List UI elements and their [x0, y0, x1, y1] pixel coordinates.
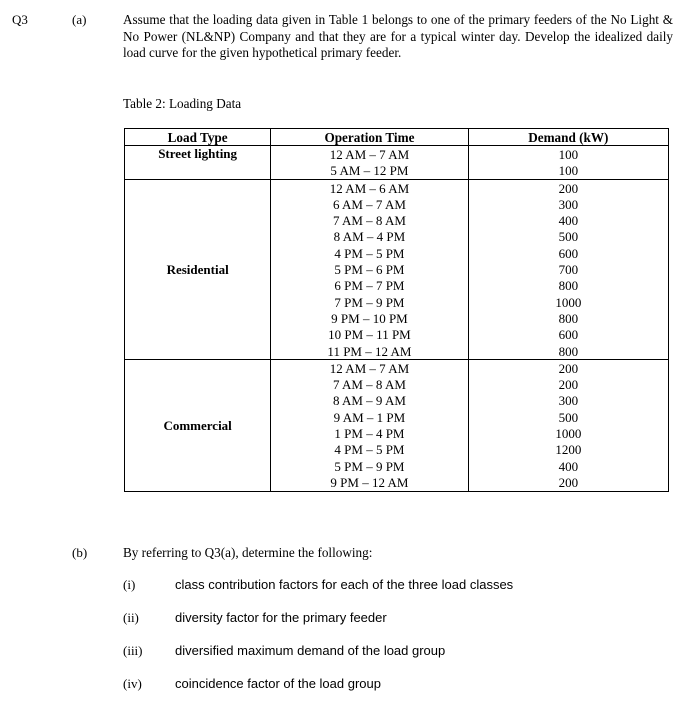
- demand-cell: 400: [468, 458, 668, 474]
- demand-cell: 800: [468, 343, 668, 360]
- item-number: (ii): [123, 610, 139, 625]
- demand-cell: 1200: [468, 442, 668, 458]
- operation-time-cell: 12 AM – 7 AM: [271, 146, 468, 163]
- operation-time-cell: 5 PM – 6 PM: [271, 261, 468, 277]
- operation-time-cell: 6 AM – 7 AM: [271, 196, 468, 212]
- demand-cell: 100: [468, 163, 668, 180]
- load-type-cell: Commercial: [125, 360, 271, 491]
- demand-cell: 200: [468, 376, 668, 392]
- demand-cell: 500: [468, 229, 668, 245]
- operation-time-cell: 7 AM – 8 AM: [271, 376, 468, 392]
- table-caption: Table 2: Loading Data: [123, 96, 242, 111]
- demand-cell: 100: [468, 146, 668, 163]
- demand-cell: 600: [468, 245, 668, 261]
- demand-cell: 700: [468, 261, 668, 277]
- operation-time-cell: 6 PM – 7 PM: [271, 278, 468, 294]
- load-type-cell: Street lighting: [125, 146, 271, 180]
- operation-time-cell: 10 PM – 11 PM: [271, 327, 468, 343]
- demand-cell: 200: [468, 179, 668, 196]
- demand-cell: 500: [468, 409, 668, 425]
- demand-cell: 800: [468, 310, 668, 326]
- operation-time-cell: 9 PM – 10 PM: [271, 310, 468, 326]
- demand-cell: 600: [468, 327, 668, 343]
- table-header-cell: Operation Time: [271, 129, 468, 146]
- operation-time-cell: 5 PM – 9 PM: [271, 458, 468, 474]
- demand-cell: 400: [468, 212, 668, 228]
- operation-time-cell: 12 AM – 7 AM: [271, 360, 468, 377]
- table-row: [125, 179, 669, 196]
- table-header-row: [125, 129, 669, 146]
- operation-time-cell: 1 PM – 4 PM: [271, 425, 468, 441]
- operation-time-cell: 7 PM – 9 PM: [271, 294, 468, 310]
- demand-cell: 200: [468, 360, 668, 377]
- table-header-cell: Demand (kW): [468, 129, 668, 146]
- table-row: [125, 360, 669, 377]
- loading-data-table: [124, 128, 669, 492]
- operation-time-cell: 12 AM – 6 AM: [271, 179, 468, 196]
- load-type-cell: Residential: [125, 179, 271, 359]
- operation-time-cell: 11 PM – 12 AM: [271, 343, 468, 360]
- operation-time-cell: 9 AM – 1 PM: [271, 409, 468, 425]
- table-header-cell: Load Type: [125, 129, 271, 146]
- demand-cell: 300: [468, 196, 668, 212]
- table-row: [125, 146, 669, 163]
- question-number: Q3: [12, 12, 28, 27]
- operation-time-cell: 4 PM – 5 PM: [271, 245, 468, 261]
- part-b-label: (b): [72, 545, 88, 560]
- part-a-label: (a): [72, 12, 87, 27]
- item-number: (i): [123, 577, 136, 592]
- operation-time-cell: 7 AM – 8 AM: [271, 212, 468, 228]
- operation-time-cell: 5 AM – 12 PM: [271, 163, 468, 180]
- item-text: coincidence factor of the load group: [175, 676, 381, 691]
- part-a-text: Assume that the loading data given in Table 1 belongs to one of the primary feeders of the No Light & No Power (NL&NP) Company and that they are for a typical winter day. Develop the idealized daily load curve for the given hypothetical primary feeder.: [123, 12, 673, 60]
- demand-cell: 1000: [468, 294, 668, 310]
- demand-cell: 1000: [468, 425, 668, 441]
- item-text: diversity factor for the primary feeder: [175, 610, 387, 625]
- operation-time-cell: 8 AM – 9 AM: [271, 393, 468, 409]
- operation-time-cell: 8 AM – 4 PM: [271, 229, 468, 245]
- item-text: class contribution factors for each of the three load classes: [175, 577, 514, 592]
- item-number: (iv): [123, 676, 142, 691]
- demand-cell: 800: [468, 278, 668, 294]
- part-b-text: By referring to Q3(a), determine the following:: [123, 545, 373, 560]
- demand-cell: 200: [468, 474, 668, 491]
- item-text: diversified maximum demand of the load group: [175, 643, 446, 658]
- item-number: (iii): [123, 643, 143, 658]
- operation-time-cell: 9 PM – 12 AM: [271, 474, 468, 491]
- operation-time-cell: 4 PM – 5 PM: [271, 442, 468, 458]
- demand-cell: 300: [468, 393, 668, 409]
